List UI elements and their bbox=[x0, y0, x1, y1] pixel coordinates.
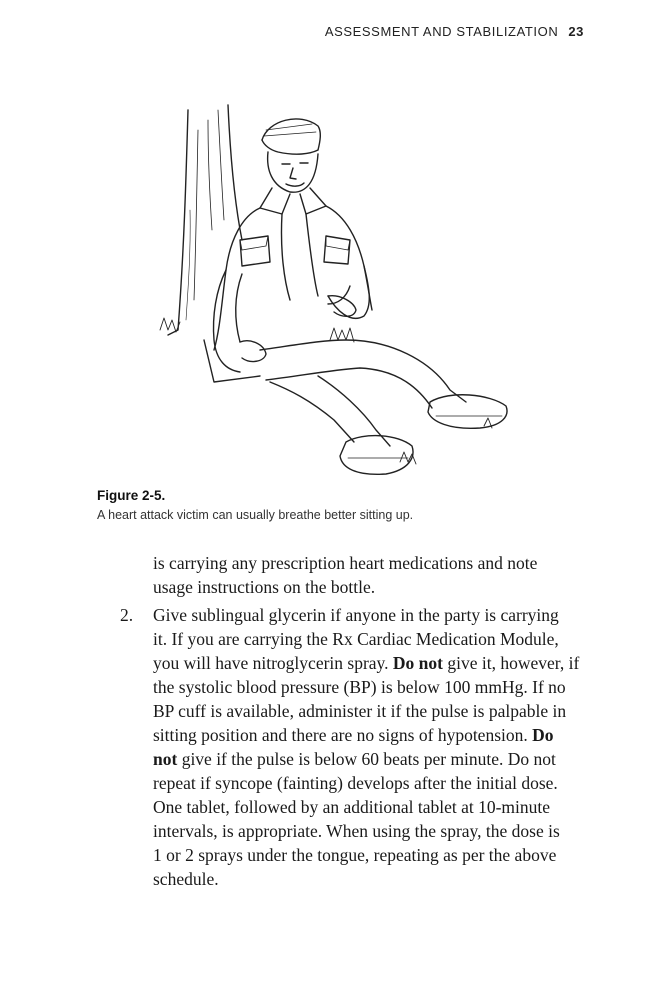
text-line bbox=[153, 771, 593, 795]
text-line bbox=[153, 723, 593, 747]
text-line bbox=[153, 747, 593, 771]
text-run: you will have nitroglycerin spray. bbox=[153, 653, 393, 673]
text-run: intervals, is appropriate. When using the spray, the dose is bbox=[153, 821, 560, 841]
text-line bbox=[153, 843, 593, 867]
figure-label: Figure 2-5. bbox=[97, 488, 166, 503]
text-run: it. If you are carrying the Rx Cardiac Medication Module, bbox=[153, 629, 559, 649]
continuation-paragraph bbox=[153, 551, 573, 599]
text-run: BP cuff is available, administer it if the pulse is palpable in bbox=[153, 701, 567, 721]
text-line bbox=[153, 699, 593, 723]
text-line bbox=[153, 819, 593, 843]
text-run: give if the pulse is below 60 beats per minute. Do not bbox=[177, 749, 556, 769]
text-line bbox=[153, 867, 593, 891]
text-line bbox=[153, 795, 593, 819]
emphasis-text: not bbox=[153, 749, 178, 769]
text-line: usage instructions on the bottle. bbox=[153, 577, 376, 597]
figure-caption: A heart attack victim can usually breathe better sitting up. bbox=[97, 508, 414, 522]
text-line: is carrying any prescription heart medications and note bbox=[153, 553, 538, 573]
text-run: sitting position and there are no signs of hypotension. bbox=[153, 725, 533, 745]
text-run: the systolic blood pressure (BP) is below 100 mmHg. If no bbox=[153, 677, 566, 697]
text-line bbox=[153, 603, 593, 627]
page-number: 23 bbox=[568, 24, 584, 39]
text-run: give it, however, if bbox=[443, 653, 580, 673]
figure-illustration bbox=[150, 90, 530, 485]
emphasis-text: Do bbox=[532, 725, 554, 745]
section-title: ASSESSMENT AND STABILIZATION bbox=[324, 24, 559, 39]
text-line bbox=[153, 627, 593, 651]
emphasis-text: Do not bbox=[392, 653, 443, 673]
text-line bbox=[153, 675, 593, 699]
list-item-number: 2. bbox=[120, 605, 134, 625]
text-run: repeat if syncope (fainting) develops after the initial dose. bbox=[153, 773, 558, 793]
list-item-text bbox=[153, 603, 593, 891]
text-line bbox=[153, 651, 593, 675]
text-run: Give sublingual glycerin if anyone in the party is carrying bbox=[153, 605, 559, 625]
text-run: One tablet, followed by an additional tablet at 10-minute bbox=[153, 797, 551, 817]
text-run: schedule. bbox=[153, 869, 219, 889]
text-run: 1 or 2 sprays under the tongue, repeating as per the above bbox=[153, 845, 557, 865]
running-header bbox=[325, 24, 584, 39]
